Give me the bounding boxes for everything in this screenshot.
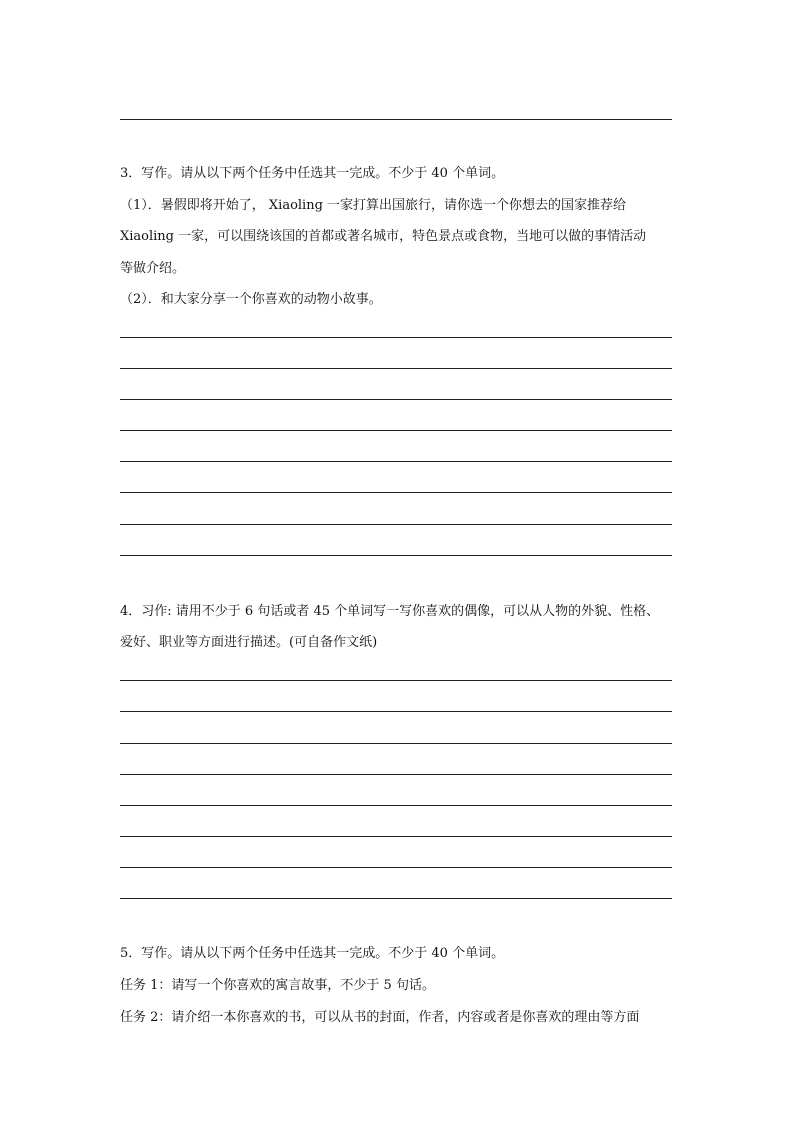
- question-3-task-1-line: 等做介绍。: [120, 261, 186, 276]
- answer-line: [120, 711, 672, 712]
- question-3-task-1-line: Xiaoling 一家，可以围绕该国的首都或著名城市，特色景点或食物，当地可以做的事情活动: [120, 229, 647, 244]
- question-5-heading: 5．写作。请从以下两个任务中任选其一完成。不少于 40 个单词。: [120, 946, 505, 961]
- answer-line: [120, 680, 672, 681]
- question-3-task-2: （2）．和大家分享一个你喜欢的动物小故事。: [120, 292, 382, 307]
- question-4-line: 爱好、职业等方面进行描述。(可自备作文纸): [120, 635, 378, 650]
- answer-line: [120, 492, 672, 493]
- answer-line: [120, 119, 672, 120]
- answer-line: [120, 399, 672, 400]
- question-5-task-1: 任务 1：请写一个你喜欢的寓言故事，不少于 5 句话。: [120, 978, 435, 993]
- question-3-heading: 3．写作。请从以下两个任务中任选其一完成。不少于 40 个单词。: [120, 166, 505, 181]
- question-3-task-1-line: （1）．暑假即将开始了， Xiaoling 一家打算出国旅行，请你选一个你想去的国家推荐给: [120, 198, 627, 213]
- answer-line: [120, 898, 672, 899]
- answer-line: [120, 524, 672, 525]
- answer-line: [120, 555, 672, 556]
- answer-line: [120, 430, 672, 431]
- question-4-line: 4．习作: 请用不少于 6 句话或者 45 个单词写一写你喜欢的偶像，可以从人物的外貌、性格、: [120, 604, 660, 619]
- answer-line: [120, 774, 672, 775]
- answer-line: [120, 461, 672, 462]
- answer-line: [120, 368, 672, 369]
- answer-line: [120, 805, 672, 806]
- question-5-task-2: 任务 2：请介绍一本你喜欢的书，可以从书的封面，作者，内容或者是你喜欢的理由等方面: [120, 1010, 640, 1025]
- answer-line: [120, 867, 672, 868]
- answer-line: [120, 337, 672, 338]
- answer-line: [120, 836, 672, 837]
- answer-line: [120, 743, 672, 744]
